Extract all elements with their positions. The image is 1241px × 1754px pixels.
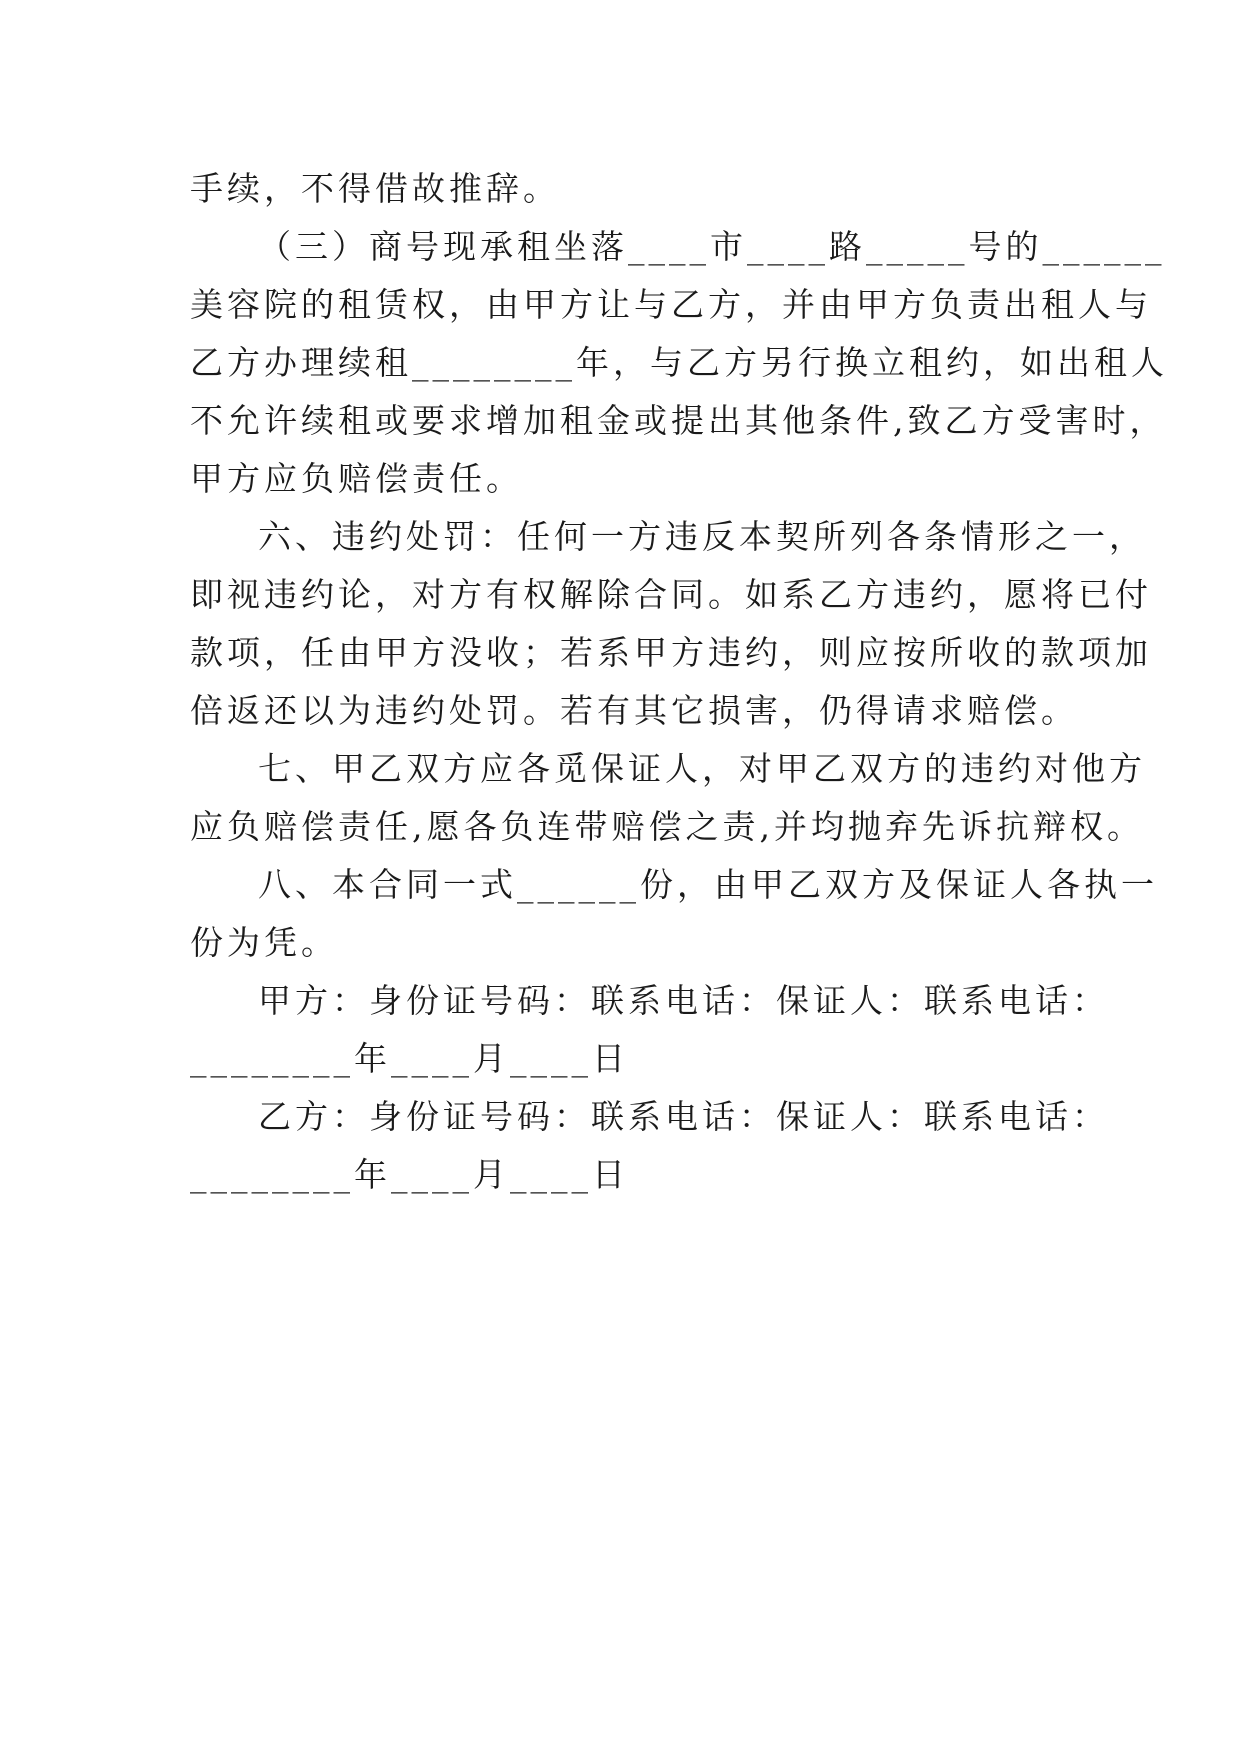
- paragraph-line: 乙方办理续租________年，与乙方另行换立租约，如出租人: [190, 343, 1168, 382]
- party-a-signature-line: 甲方：身份证号码：联系电话：保证人：联系电话：: [258, 981, 1109, 1020]
- paragraph-line: 款项，任由甲方没收；若系甲方违约，则应按所收的款项加: [190, 633, 1152, 672]
- paragraph-line: 倍返还以为违约处罚。若有其它损害，仍得请求赔偿。: [190, 691, 1078, 730]
- party-a-date-line: ________年____月____日: [190, 1039, 629, 1078]
- clause-7-line: 七、甲乙双方应各觅保证人，对甲乙双方的违约对他方: [258, 749, 1146, 788]
- party-b-signature-line: 乙方：身份证号码：联系电话：保证人：联系电话：: [258, 1097, 1109, 1136]
- paragraph-line: 美容院的租赁权，由甲方让与乙方，并由甲方负责出租人与: [190, 285, 1152, 324]
- paragraph-line: 不允许续租或要求增加租金或提出其他条件,致乙方受害时，: [190, 401, 1167, 440]
- paragraph-line: 应负赔偿责任,愿各负连带赔偿之责,并均抛弃先诉抗辩权。: [190, 807, 1144, 846]
- clause-6-line: 六、违约处罚：任何一方违反本契所列各条情形之一，: [258, 517, 1146, 556]
- document-body: [190, 160, 1241, 1204]
- paragraph-line: 甲方应负赔偿责任。: [190, 459, 523, 498]
- party-b-date-line: ________年____月____日: [190, 1155, 629, 1194]
- clause-3-line: （三）商号现承租坐落____市____路_____号的______: [258, 227, 1166, 266]
- clause-8-line: 八、本合同一式______份，由甲乙双方及保证人各执一: [258, 865, 1158, 904]
- paragraph-line: 手续，不得借故推辞。: [190, 169, 560, 208]
- paragraph-line: 即视违约论，对方有权解除合同。如系乙方违约，愿将已付: [190, 575, 1152, 614]
- paragraph-line: 份为凭。: [190, 923, 338, 962]
